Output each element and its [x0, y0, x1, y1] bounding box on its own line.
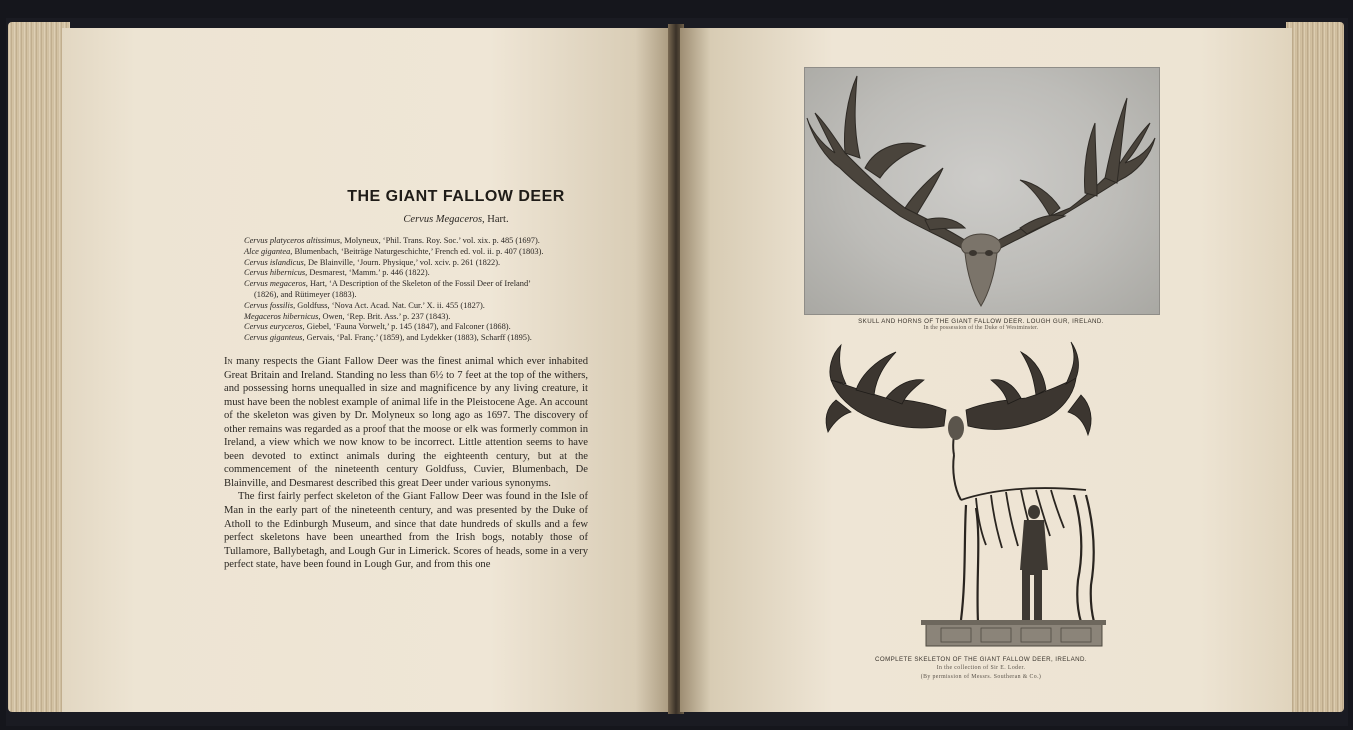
synonym-list: [244, 236, 584, 344]
synonym-ref: De Blainville, ‘Journ. Physique,’ vol. xciv. p. 261 (1822).: [305, 257, 501, 267]
synonym-ref: Goldfuss, ‘Nova Act. Acad. Nat. Cur.’ X. ii. 455 (1827).: [295, 300, 485, 310]
plate1-caption: SKULL AND HORNS OF THE GIANT FALLOW DEER. LOUGH GUR, IRELAND.: [858, 318, 1104, 325]
synonym-line-continued: [244, 290, 584, 301]
synonym-line: [244, 301, 584, 312]
page-subtitle: [296, 214, 616, 225]
left-page-edges: [8, 22, 70, 712]
plate1-subcaption: In the possession of the Duke of Westminster.: [923, 325, 1039, 331]
synonym-line: [244, 236, 584, 247]
body-text: [224, 355, 588, 572]
synonym-line: [244, 268, 584, 279]
skull-horns-photo: [804, 67, 1160, 315]
right-page-edges: [1286, 22, 1344, 712]
subtitle-author: Hart.: [484, 214, 509, 225]
synonym-ref: Gervais, ‘Pal. Franç.’ (1859), and Lydekker (1883), Scharff (1895).: [304, 333, 532, 343]
plate2-credit: (By permission of Messrs. Southeran & Co.): [920, 673, 1042, 680]
synonym-line: [244, 247, 584, 258]
subtitle-species: Cervus Megaceros,: [403, 214, 485, 225]
synonym-ref: Desmarest, ‘Mamm.’ p. 446 (1822).: [307, 268, 430, 278]
synonym-ref: Hart, ‘A Description of the Skeleton of the Fossil Deer of Ireland’: [307, 279, 531, 289]
plate2-subcaption: In the collection of Sir E. Loder.: [936, 665, 1026, 672]
synonym-ref: Owen, ‘Rep. Brit. Ass.’ p. 237 (1843).: [320, 311, 451, 321]
skeleton-photo: [816, 340, 1106, 650]
page-title: THE GIANT FALLOW DEER: [347, 188, 565, 205]
paragraph-text: many respects the Giant Fallow Deer was the finest animal which ever inhabited Great Britain and Ireland. Standing no less than 6½ to 7 feet at the top of the withers, and possessing horns unequalled in size and magnificence by any living creature, it must have been the noblest example of animal life in the Pleistocene Age. An account of the skeleton was given by Dr. Molyneux so long ago as 1697. The discovery of other remains was regarded as a proof that the moose or elk was formerly common in Ireland, a view which we now know to be incorrect. Little attention seems to have been devoted to extinct animals during the eighteenth century, but at the commencement of the nineteenth century Goldfuss, Cuvier, Blumenbach, De Blainville, and Desmarest described this great Deer under various synonyms.: [224, 356, 588, 489]
synonym-name: Megaceros hibernicus,: [244, 311, 321, 321]
synonym-line: [244, 258, 584, 269]
paragraph: The first fairly perfect skeleton of the Giant Fallow Deer was found in the Isle of Man in the early part of the nineteenth century, and was presented by the Duke of Atholl to the Edinburgh Museum, and since that date hundreds of skulls and a few perfect skeletons have been unearthed from the Irish bogs, notably those of Tullamore, Ballybetagh, and Lough Gur in Limerick. Scores of heads, some in a very perfect state, have been found in Lough Gur, and from this one: [224, 491, 588, 571]
plate2-caption: COMPLETE SKELETON OF THE GIANT FALLOW DEER, IRELAND.: [875, 656, 1087, 663]
synonym-ref: Molyneux, ‘Phil. Trans. Roy. Soc.’ vol. xix. p. 485 (1697).: [342, 236, 540, 245]
synonym-name: Cervus euryceros,: [244, 322, 305, 332]
synonym-ref: Blumenbach, ‘Beiträge Naturgeschichte,’ French ed. vol. ii. p. 407 (1803).: [292, 246, 544, 256]
synonym-line: [244, 279, 584, 290]
synonym-name: Cervus platyceros altissimus,: [244, 236, 343, 245]
synonym-name: Cervus giganteus,: [244, 333, 305, 343]
synonym-ref: (1826), and Rütimeyer (1883).: [254, 289, 357, 299]
paragraph-opening-word: In: [224, 356, 233, 367]
synonym-line: [244, 312, 584, 323]
synonym-name: Alce gigantea,: [244, 246, 293, 256]
plate2-caption-block: [800, 656, 1162, 681]
plate1-caption-block: [800, 318, 1162, 331]
synonym-ref: Giebel, ‘Fauna Vorwelt,’ p. 145 (1847), and Falconer (1868).: [304, 322, 511, 332]
synonym-name: Cervus megaceros,: [244, 279, 308, 289]
paragraph: [224, 355, 588, 490]
synonym-name: Cervus fossilis,: [244, 300, 296, 310]
synonym-name: Cervus islandicus,: [244, 257, 306, 267]
skeleton-illustration: [816, 340, 1106, 650]
synonym-line: [244, 333, 584, 344]
synonym-name: Cervus hibernicus,: [244, 268, 308, 278]
synonym-line: [244, 322, 584, 333]
antler-skull-illustration: [805, 68, 1159, 314]
